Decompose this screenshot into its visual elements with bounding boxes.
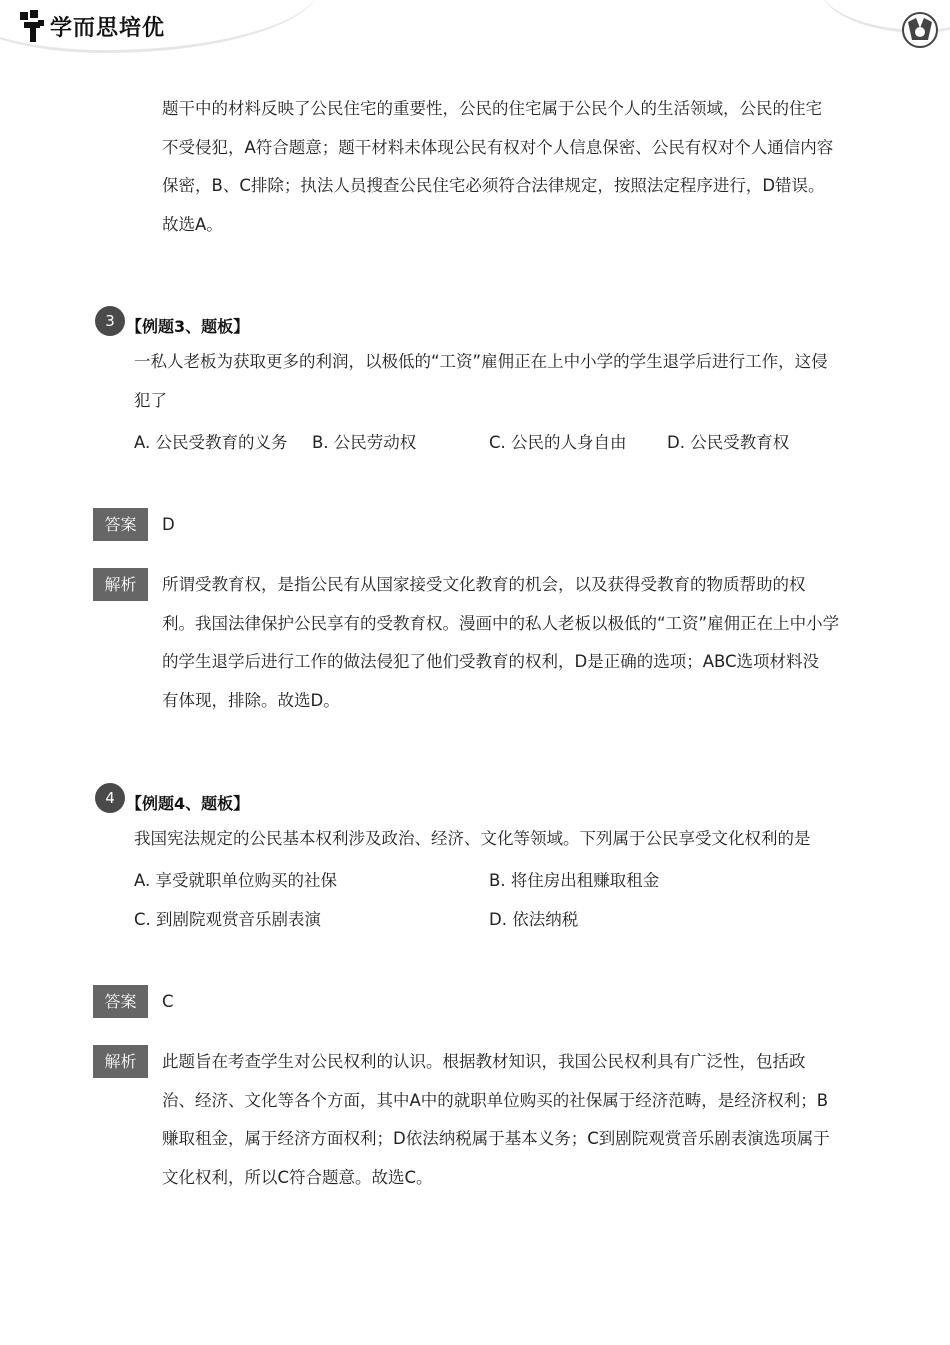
option-a: A. 公民受教育的义务 xyxy=(134,433,288,452)
corner-emblem-icon xyxy=(900,10,940,50)
option-b: B. 将住房出租赚取租金 xyxy=(489,871,660,890)
brand-mark-icon xyxy=(18,8,46,44)
question-stem-line: 犯了 xyxy=(134,390,167,410)
question-stem xyxy=(134,820,811,859)
answer-value: D xyxy=(162,515,175,534)
analysis-line: 治、经济、文化等各个方面，其中A中的就职单位购买的社保属于经济范畴，是经济权利；B xyxy=(162,1090,829,1110)
analysis-text xyxy=(162,1043,830,1197)
analysis-line: 有体现，排除。故选D。 xyxy=(162,690,340,710)
intro-analysis xyxy=(162,90,833,244)
answer-tag: 答案 xyxy=(93,985,148,1018)
brand-name: 学而思培优 xyxy=(50,15,166,41)
analysis-tag: 解析 xyxy=(93,1045,148,1078)
option-b: B. 公民劳动权 xyxy=(312,433,417,452)
intro-analysis-line: 保密，B、C排除；执法人员搜查公民住宅必须符合法律规定，按照法定程序进行，D错误。 xyxy=(162,176,825,195)
question-stem-line: 一私人老板为获取更多的利润，以极低的“工资”雇佣正在上中小学的学生退学后进行工作，这侵 xyxy=(134,352,828,371)
intro-analysis-line: 不受侵犯，A符合题意；题干材料未体现公民有权对个人信息保密、公民有权对个人通信内容 xyxy=(162,137,834,157)
brand-logo xyxy=(18,8,165,44)
question-title: 【例题3、题板】 xyxy=(126,317,250,336)
intro-analysis-line: 题干中的材料反映了公民住宅的重要性，公民的住宅属于公民个人的生活领域，公民的住宅 xyxy=(162,99,822,118)
option-a: A. 享受就职单位购买的社保 xyxy=(134,871,337,890)
question-title: 【例题4、题板】 xyxy=(126,794,250,813)
analysis-line: 利。我国法律保护公民享有的受教育权。漫画中的私人老板以极低的“工资”雇佣正在上中小学 xyxy=(162,613,840,633)
analysis-tag: 解析 xyxy=(93,568,148,601)
analysis-line: 此题旨在考查学生对公民权利的认识。根据教材知识，我国公民权利具有广泛性，包括政 xyxy=(162,1052,806,1071)
analysis-text xyxy=(162,566,839,720)
option-d: D. 公民受教育权 xyxy=(667,433,790,452)
option-c: C. 到剧院观赏音乐剧表演 xyxy=(134,910,322,929)
question-stem-line: 我国宪法规定的公民基本权利涉及政治、经济、文化等领域。下列属于公民享受文化权利的是 xyxy=(134,829,811,848)
option-d: D. 依法纳税 xyxy=(489,910,579,929)
intro-analysis-line: 故选A。 xyxy=(162,214,223,234)
analysis-line: 的学生退学后进行工作的做法侵犯了他们受教育的权利，D是正确的选项；ABC选项材料没 xyxy=(162,652,820,671)
question-stem xyxy=(134,343,828,420)
question-number-badge: 3 xyxy=(95,306,125,336)
analysis-line: 赚取租金，属于经济方面权利；D依法纳税属于基本义务；C到剧院观赏音乐剧表演选项属于 xyxy=(162,1129,830,1148)
analysis-line: 文化权利，所以C符合题意。故选C。 xyxy=(162,1167,433,1187)
answer-tag: 答案 xyxy=(93,508,148,541)
answer-value: C xyxy=(162,992,174,1011)
option-c: C. 公民的人身自由 xyxy=(489,433,627,452)
question-number-badge: 4 xyxy=(95,783,125,813)
analysis-line: 所谓受教育权，是指公民有从国家接受文化教育的机会，以及获得受教育的物质帮助的权 xyxy=(162,575,806,594)
